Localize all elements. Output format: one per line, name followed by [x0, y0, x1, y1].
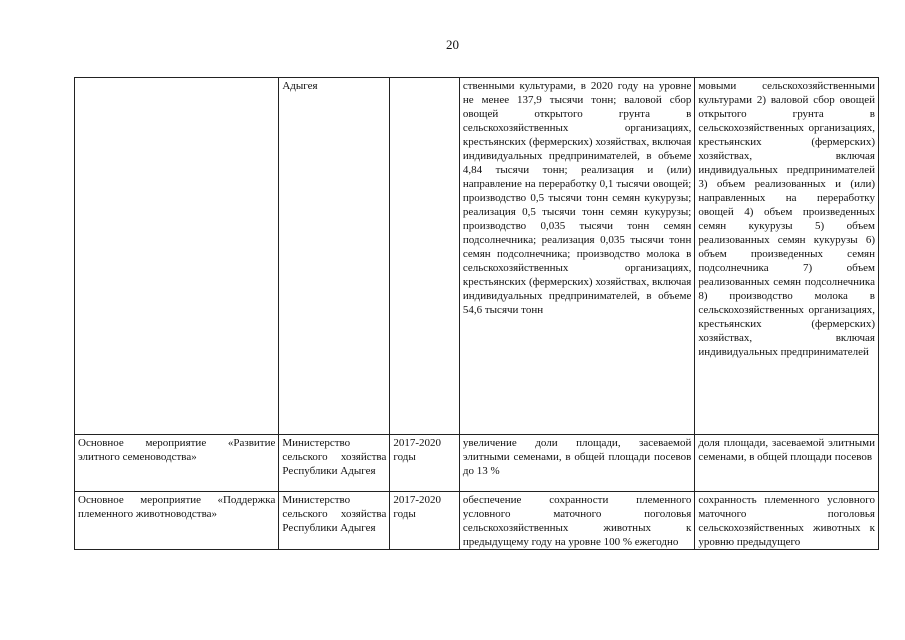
- result-cell: увеличение доли площади, засеваемой элитными семенами, в общей площади посевов до 13 %: [459, 435, 694, 492]
- table-row: [75, 492, 879, 550]
- period-cell: [390, 78, 460, 435]
- page-number: 20: [446, 37, 459, 52]
- executor-cell: Адыгея: [279, 78, 390, 435]
- period-cell: 2017-2020 годы: [390, 492, 460, 550]
- event-cell: [75, 78, 279, 435]
- period-cell: 2017-2020 годы: [390, 435, 460, 492]
- table-row: [75, 78, 879, 435]
- table-row: [75, 435, 879, 492]
- executor-cell: Министерство сельского хозяйства Республики Адыгея: [279, 435, 390, 492]
- event-cell: Основное мероприятие «Поддержка племенного животноводства»: [75, 492, 279, 550]
- program-events-table: [74, 77, 879, 550]
- executor-cell: Министерство сельского хозяйства Республики Адыгея: [279, 492, 390, 550]
- event-cell: Основное мероприятие «Развитие элитного семеноводства»: [75, 435, 279, 492]
- indicator-cell: сохранность племенного условного маточного поголовья сельскохозяйственных животных к уровню предыдущего: [695, 492, 879, 550]
- indicator-cell: мовыми сельскохозяйственными культурами 2) валовой сбор овощей открытого грунта в сельскохозяйственных организациях, крестьянских (фермерских) хозяйствах, включая индивидуальных предпринимателей 3) объем реализованных и (или) направленных на переработку овощей 4) объем произведенных семян кукурузы 5) объем реализованных семян кукурузы 6) объем произведенных семян подсолнечника 7) объем реализованных семян подсолнечника 8) производство молока в сельскохозяйственных организациях, крестьянских (фермерских) хозяйствах, включая индивидуальных предпринимателей: [695, 78, 879, 435]
- result-cell: ственными культурами, в 2020 году на уровне не менее 137,9 тысячи тонн; валовой сбор овощей открытого грунта в сельскохозяйственных организациях, крестьянских (фермерских) хозяйствах, включая индивидуальных предпринимателей, в объеме 4,84 тысячи тонн; реализация и (или) направление на переработку 0,1 тысячи овощей; производство 0,5 тысячи тонн семян кукурузы; реализация 0,5 тысячи тонн семян кукурузы; производство 0,035 тысячи тонн семян подсолнечника; реализация 0,035 тысячи тонн семян подсолнечника; производство молока в сельскохозяйственных организациях, крестьянских (фермерских) хозяйствах, включая индивидуальных предпринимателей, в объеме 54,6 тысячи тонн: [459, 78, 694, 435]
- indicator-cell: доля площади, засеваемой элитными семенами, в общей площади посевов: [695, 435, 879, 492]
- result-cell: обеспечение сохранности племенного условного маточного поголовья сельскохозяйственных животных к предыдущему году на уровне 100 % ежегодно: [459, 492, 694, 550]
